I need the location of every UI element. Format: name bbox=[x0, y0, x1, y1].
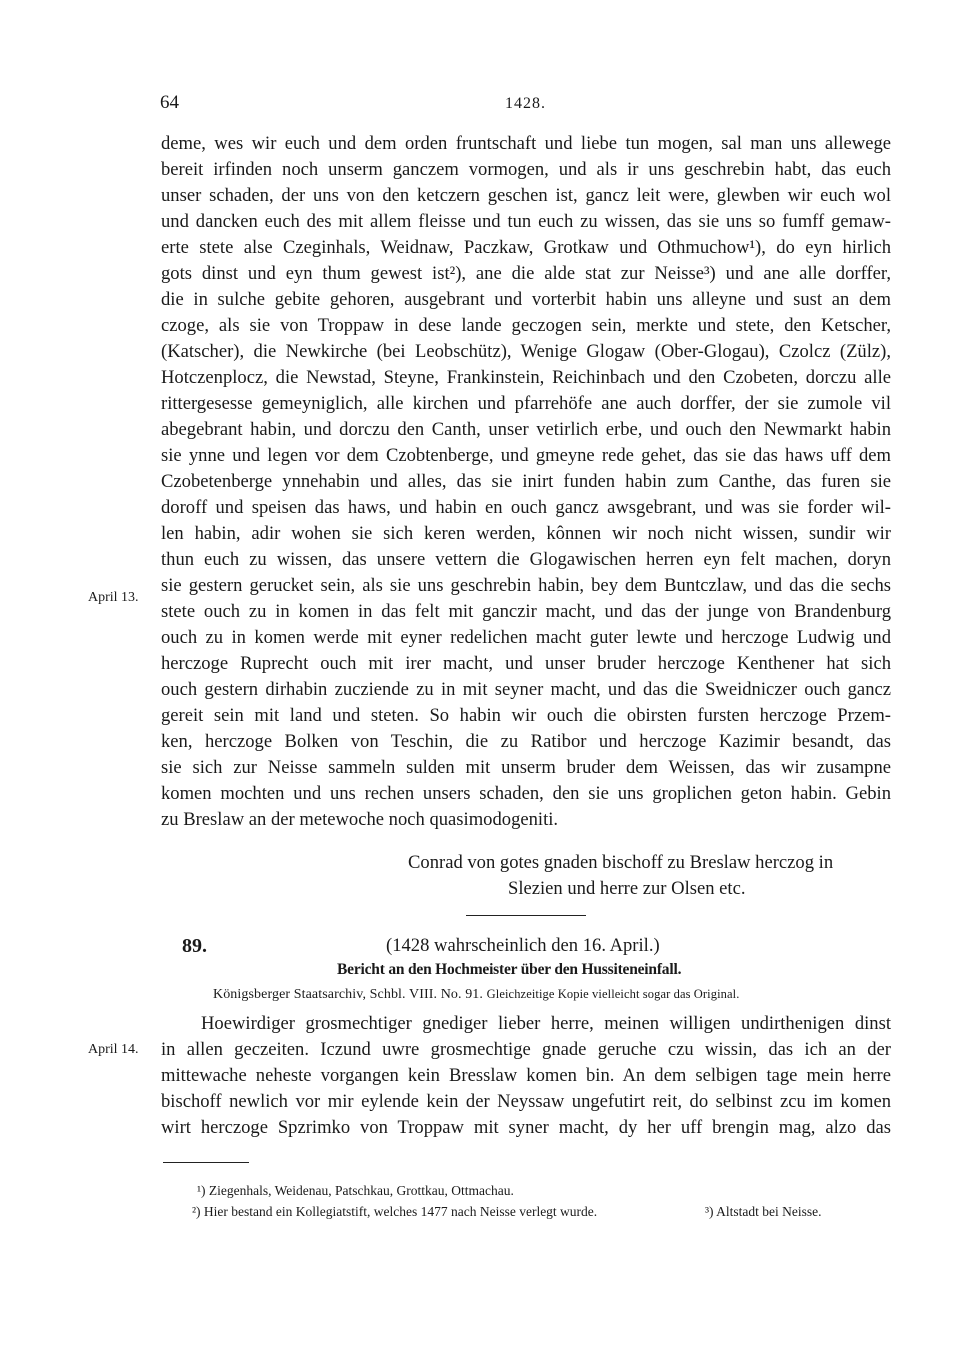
body-line: sie gestern gerucket sein, als sie uns geschrebin habin, bey dem Buntczlaw, und das die sechs bbox=[161, 575, 891, 596]
body-line: doroff und speisen das haws, und habin en ouch gancz awsgebrant, und was sie forder wil- bbox=[161, 497, 891, 518]
body-line: czoge, als sie von Troppaw in dese lande geczogen sein, merkte und stete, den Ketscher, bbox=[161, 315, 891, 336]
footnote: ²) Hier bestand ein Kollegiatstift, welches 1477 nach Neisse verlegt wurde. bbox=[192, 1204, 598, 1219]
page-number: 64 bbox=[160, 92, 179, 113]
body-line: in allen geczeiten. Iczund uwre grosmechtige gnade geruche czu wissin, das ich an der bbox=[161, 1039, 891, 1060]
body-line: ouch zu in komen werde mit eyner redelichen macht guter lewte und herczoge Ludwig und bbox=[161, 627, 891, 648]
body-line: len habin, adir wohen sie sich keren werden, kônnen wir noch nicht wissen, sundir wir bbox=[161, 523, 891, 544]
source-note: Gleichzeitige Kopie vielleicht sogar das Original. bbox=[486, 987, 740, 1001]
body-line: herczoge Ruprecht ouch mit irer macht, und unser bruder herczoge Kenthener hat sich bbox=[161, 653, 891, 674]
document-number: 89. bbox=[182, 935, 207, 957]
body-line: wirt herczoge Spzrimko von Troppaw mit syner macht, dy her uff brengin mag, alzo das bbox=[161, 1117, 891, 1138]
footnote: ³) Altstadt bei Neisse. bbox=[705, 1204, 822, 1219]
document-title: Bericht an den Hochmeister über den Hussiteneinfall. bbox=[337, 961, 682, 978]
body-line: die in sulche gebite gehoren, ausgebrant und vorterbit habin uns alleyne und sust an dem bbox=[161, 289, 891, 310]
body-line: gereit sein mit land und steten. So habin wir ouch die obirsten fursten herczoge Przem- bbox=[161, 705, 891, 726]
body-line: zu Breslaw an der metewoche noch quasimodogeniti. bbox=[161, 809, 559, 830]
body-line: bereit irfinden noch unserm ganczem vormogen, und als ir uns geschrebin habt, das euch bbox=[161, 159, 891, 180]
body-line: stete ouch zu in komen in das felt mit ganczir macht, und das der junge von Brandenburg bbox=[161, 601, 891, 622]
body-line: ken, herczoge Bolken von Teschin, die zu Ratibor und herczoge Kazimir besandt, das bbox=[161, 731, 891, 752]
body-line: ouch gestern dirhabin zucziende zu in mit seyner macht, und das die Sweidniczer ouch gancz bbox=[161, 679, 891, 700]
body-line: und dancken euch des mit allem fleisse und tun euch zu wissen, das sie uns so fumff gemaw- bbox=[161, 211, 891, 232]
body-line: thun euch zu wissen, das unsere vettern die Glogawischen herren eyn felt machen, doryn bbox=[161, 549, 891, 570]
body-line: deme, wes wir euch und dem orden fruntschaft und liebe tun mogen, sal man uns allewege bbox=[161, 133, 891, 154]
body-line: sie sich zur Neisse sammeln sulden mit unserm bruder dem Weissen, das wir zusampne bbox=[161, 757, 891, 778]
footnote: ¹) Ziegenhals, Weidenau, Patschkau, Grottkau, Ottmachau. bbox=[197, 1183, 514, 1198]
body-line: bischoff newlich vor mir eylende kein der Neyssaw ungefutirt reit, do selbinst zcu im komen bbox=[161, 1091, 891, 1112]
signature-line: Conrad von gotes gnaden bischoff zu Breslaw herczog in bbox=[408, 852, 834, 873]
body-line: erte stete alse Czeginhals, Weidnaw, Paczkaw, Grotkaw und Othmuchow¹), do eyn hirlich bbox=[161, 237, 891, 258]
body-line: Hotczenplocz, die Newstad, Steyne, Frankinstein, Reichinbach und den Czobeten, dorczu alle bbox=[161, 367, 891, 388]
footnote-divider bbox=[163, 1162, 249, 1163]
body-line: Hoewirdiger grosmechtiger gnediger lieber herre, meinen willigen undirthenigen dinst bbox=[201, 1013, 891, 1034]
body-line: unser schaden, der uns von den ketczern geschen ist, gancz leit were, glewben wir euch wol bbox=[161, 185, 891, 206]
body-line: sie ynne und legen vor dem Czobtenberge, und gmeyne rede gehet, das sie das haws uff dem bbox=[161, 445, 891, 466]
body-line: abegebrant habin, und dorczu den Canth, unser vetirlich erbe, und ouch den Newmarkt habin bbox=[161, 419, 891, 440]
margin-date-note: April 13. bbox=[88, 590, 139, 605]
body-line: Czobetenberge ynnehabin und alles, das sie inirt funden habin zum Canthe, das furen sie bbox=[161, 471, 891, 492]
source-archive: Königsberger Staatsarchiv, Schbl. VIII. No. 91. bbox=[213, 987, 484, 1002]
body-line: (Katscher), die Newkirche (bei Leobschütz), Wenige Glogaw (Ober-Glogau), Czolcz (Zülz), bbox=[161, 341, 891, 362]
document-date: (1428 wahrscheinlich den 16. April.) bbox=[386, 935, 660, 956]
signature-line: Slezien und herre zur Olsen etc. bbox=[508, 878, 746, 899]
body-line: mittewache neheste vorgangen kein Bresslaw komen bin. An dem selbigen tage mein herre bbox=[161, 1065, 891, 1086]
body-line: rittergesesse gemeyniglich, alle kirchen und pfarrehöfe ane auch dorffer, der sie zumole vil bbox=[161, 393, 891, 414]
body-line: gots dinst und eyn thum gewest ist²), ane die alde stat zur Neisse³) und ane alle dorffer, bbox=[161, 263, 891, 284]
margin-date-note: April 14. bbox=[88, 1042, 139, 1057]
running-header-year: 1428. bbox=[505, 95, 546, 112]
body-line: komen mochten und uns rechen unsers schaden, den sie uns groplichen geton habin. Gebin bbox=[161, 783, 891, 804]
section-divider bbox=[466, 915, 586, 916]
document-source bbox=[213, 987, 739, 1003]
